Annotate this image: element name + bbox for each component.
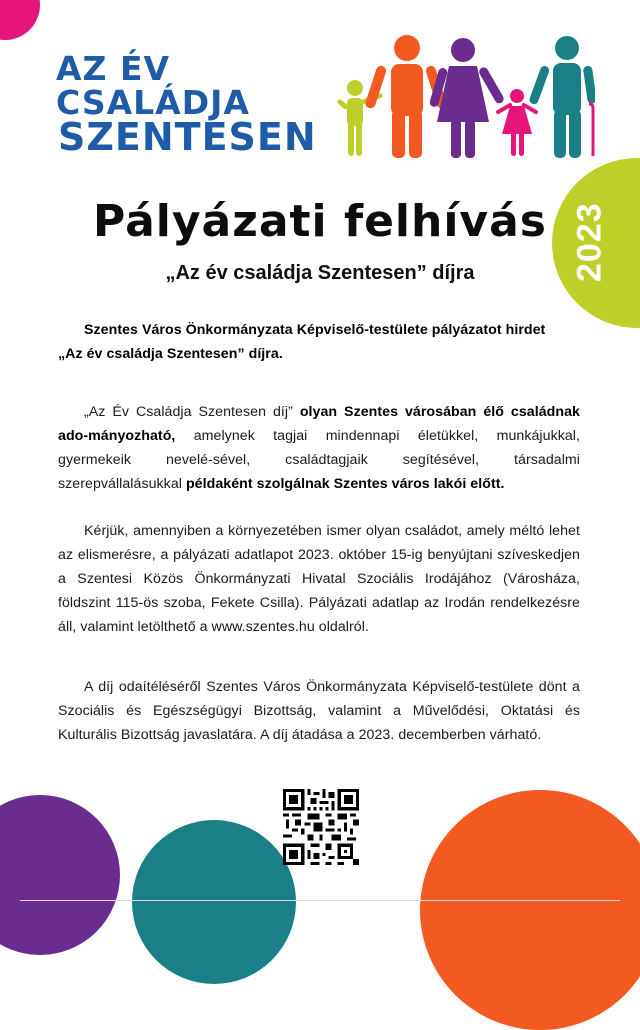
page-subtitle: „Az év családja Szentesen” díjra — [165, 262, 475, 284]
bottom-purple-shape — [0, 795, 120, 955]
award-description-paragraph — [58, 400, 580, 496]
logo-line-3: SZENTESEN — [58, 115, 317, 159]
award-bold-2: példaként szolgálnak Szentes város lakói előtt. — [185, 476, 505, 492]
corner-pink-shape — [0, 0, 40, 40]
logo-line-1: AZ ÉV — [56, 49, 171, 88]
decision-paragraph — [58, 675, 580, 747]
page-title: Pályázati felhívás — [93, 196, 547, 247]
intro-line-1: Szentes Város Önkormányzata Képviselő-testülete pályázatot hirdet — [84, 322, 546, 338]
intro-line-2: „Az év családja Szentesen” díjra. — [58, 346, 283, 362]
decision-text: A díj odaítéléséről Szentes Város Önkormányzata Képviselő-testülete dönt a Szociális és Egészségügyi Bizottság, valamint a Művelődési, Oktatási és Kulturális Bizottság javaslatára. A díj átadása a 2023. decemberben várható. — [58, 679, 580, 743]
year-badge-text: 2023 — [570, 202, 609, 282]
bottom-teal-shape — [132, 820, 296, 984]
submission-paragraph — [58, 519, 580, 639]
award-text-1: „Az Év Családja Szentesen díj” — [84, 404, 300, 420]
submission-text: Kérjük, amennyiben a környezetében ismer olyan családot, amely méltó lehet az elismerésre, a pályázati adatlapot 2023. október 15-ig benyújtani szíveskedjen a Szentesi Közös Önkormányzati Hivatal Szociális Irodájához (Városháza, földszint 115-ös szoba, Fekete Csilla). Pályázati adatlap az Irodán rendelkezésre áll, valamint letölthető a www.szentes.hu oldalról. — [58, 523, 580, 635]
bottom-orange-shape — [420, 790, 640, 1030]
qr-code-icon[interactable] — [283, 789, 359, 865]
bottom-divider — [20, 900, 620, 901]
grandfather-figure-icon — [528, 36, 595, 158]
award-text-2: amelynek tagjai mindennapi életükkel, munkájukkal, gyermekeik nevelé-sével, családtagjaik segítésével, társadalmi szerepvállalásukkal — [58, 428, 580, 492]
award-bold-1: olyan Szentes városában élő családnak ado-mányozható, — [58, 404, 580, 444]
walking-cane-icon — [589, 104, 593, 156]
logo-line-2: CSALÁDJA — [56, 83, 250, 122]
intro-paragraph — [58, 318, 580, 366]
family-figures-icon — [335, 30, 595, 160]
